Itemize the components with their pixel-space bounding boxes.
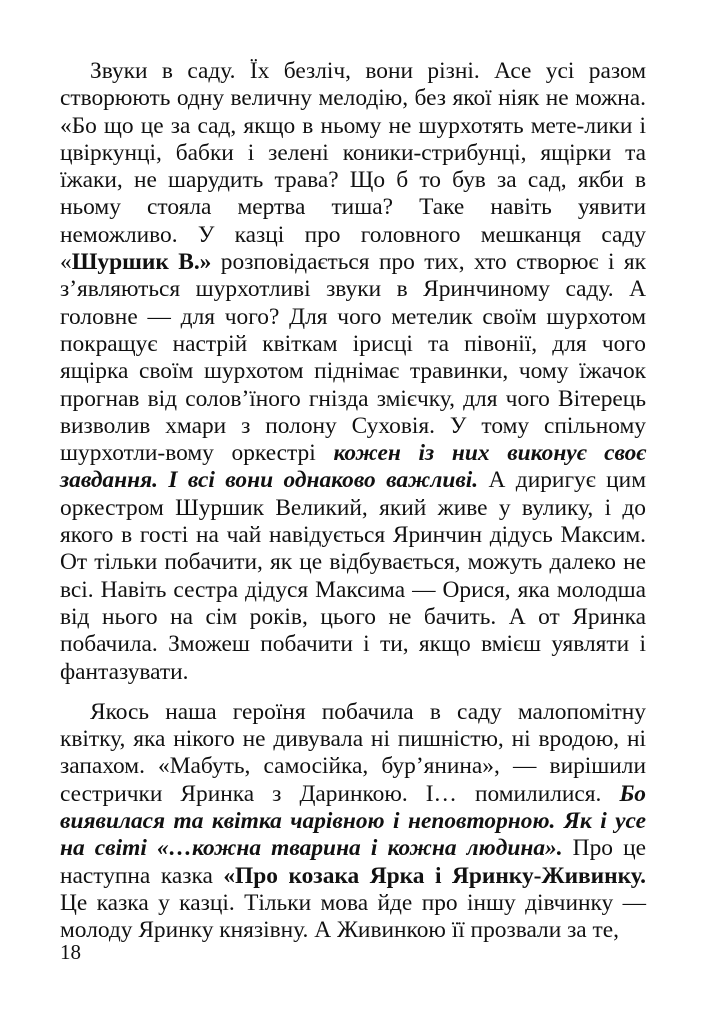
paragraph-2 bbox=[60, 699, 646, 945]
paragraph-2-text-c: Про це наступна казка bbox=[60, 835, 646, 889]
paragraph-1-text-c: розповідається про тих, хто створює і як з’являються шурхотливі звуки в Яринчиному саду. А головне — для чого? Для чого метелик своїм шурхотом покращує настрій квіткам ірисці та півонії, для чого ящірка своїм шурхотом піднімає травинки, чому їжачок прогнав від солов’їного гнізда змієчку, для чого Вітерець визволив хмари з полону Суховія. У тому спільному шурхотли-вому оркестрі bbox=[60, 249, 646, 467]
paragraph-1 bbox=[60, 58, 646, 686]
paragraph-1-emphasis: кожен із них виконує своє завдання. І всі вони однаково важливі. bbox=[60, 440, 647, 494]
paragraph-2-text-e: Це казка у казці. Тільки мова йде про іншу дівчинку — молоду Яринку князівну. А Живинкою її прозвали за те, bbox=[60, 889, 646, 944]
paragraph-2-text-a: Якось наша героїня побачила в саду малопомітну квітку, яка нікого не дивувала ні пишністю, ні вродою, ні запахом. «Мабуть, самосійка, бур’янина», — вирішили сестрички Яринка з Даринкою. І… помилилися. bbox=[60, 698, 646, 807]
body-text bbox=[60, 58, 646, 945]
book-title-shurshyk: Шуршик В.» bbox=[71, 249, 212, 276]
book-title-kozak-yarko: «Про козака Ярка і Яринку-Живинку. bbox=[223, 862, 646, 889]
paragraph-1-text-a: Звуки в саду. Їх безліч, вони різні. Асе усі разом створюють одну величну мелодію, без якої ніяк не можна. «Бо що це за сад, якщо в ньому не шурхотять мете-лики і цвіркунці, бабки і зелені коники-стрибунці, ящірки та їжаки, не шарудить трава? Що б то був за сад, якби в ньому стояла мертва тиша? Таке навіть уявити неможливо. У казці про головного мешканця саду « bbox=[60, 58, 646, 276]
paragraph-2-emphasis: Бо виявилася та квітка чарівною і неповторною. Як і усе на світі «…кожна тварина і кожна людина». bbox=[60, 780, 646, 862]
paragraph-1-text-e: А диригує цим оркестром Шуршик Великий, який живе у вулику, і до якого в гості на чай навідується Яринчин дідусь Максим. От тільки побачити, як це відбувається, можуть далеко не всі. Навіть сестра дідуся Максима — Орися, яка молодша від нього на сім років, цього не бачить. А от Яринка побачила. Зможеш побачити і ти, якщо вмієш уявляти і фантазувати. bbox=[60, 467, 646, 685]
page-number: 18 bbox=[60, 940, 81, 964]
